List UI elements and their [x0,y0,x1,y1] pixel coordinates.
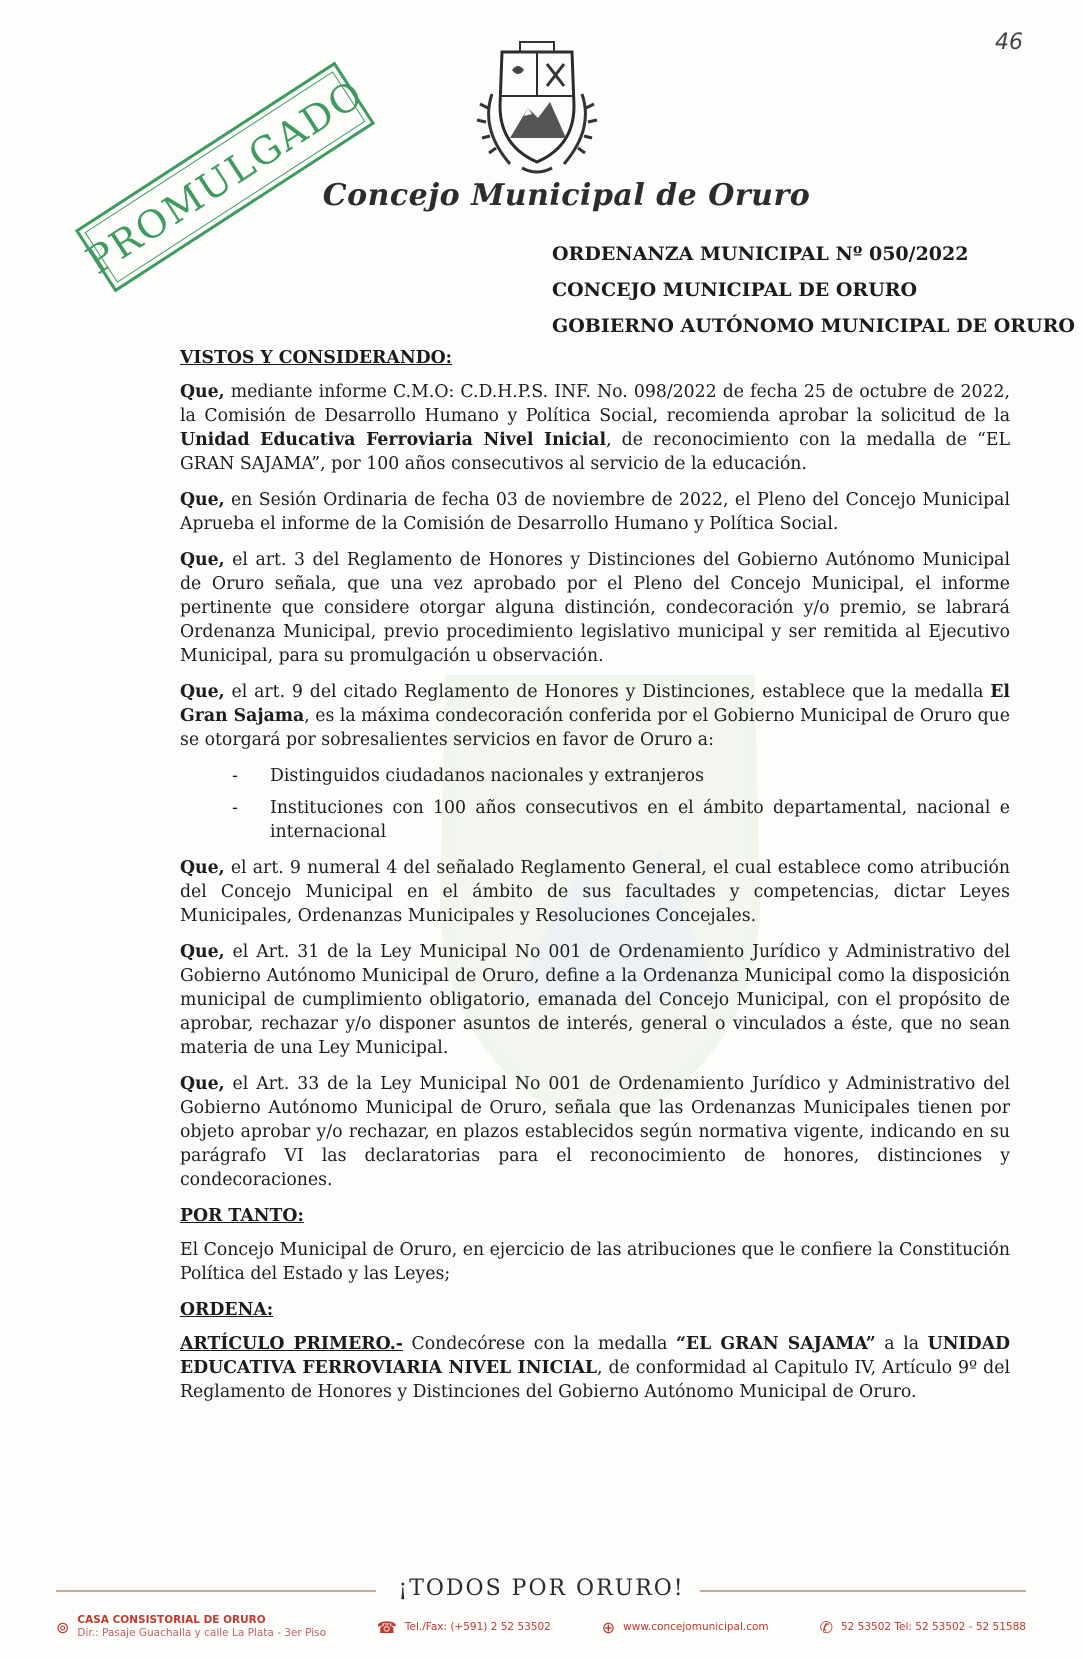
paragraph-2: Que, en Sesión Ordinaria de fecha 03 de noviembre de 2022, el Pleno del Concejo Municipal Aprueba el informe de la Comisión de Desarrollo Humano y Política Social. [180,490,1010,534]
document-body [180,346,1010,1416]
ordinance-number: ORDENANZA MUNICIPAL Nº 050/2022 [552,243,969,265]
address-line: Dir.: Pasaje Guachalla y calle La Plata - 3er Piso [77,1627,327,1639]
footer-telfax: ☎ Tel./Fax: (+591) 2 52 53502 [376,1617,551,1637]
section-por-tanto: POR TANTO: [180,1206,304,1226]
honors-list [180,764,1010,844]
footer-phones: ✆ 52 53502 Tel: 52 53502 - 52 51588 [819,1617,1026,1637]
list-item: - Instituciones con 100 años consecutivos en el ámbito departamental, nacional e internacional [232,796,1010,844]
municipal-crest-logo [462,34,612,184]
list-item: - Distinguidos ciudadanos nacionales y extranjeros [232,764,1010,788]
paragraph-3: Que, el art. 3 del Reglamento de Honores y Distinciones del Gobierno Autónomo Municipal de Oruro señala, que una vez aprobado por el Pleno del Concejo Municipal, el informe pertinente que considere otorgar alguna distinción, condecoración y/o premio, se labrará Ordenanza Municipal, previo procedimiento legislativo municipal y ser remitida al Ejecutivo Municipal, para su promulgación u observación. [180,550,1010,666]
article-first: ARTÍCULO PRIMERO.- Condecórese con la medalla “EL GRAN SAJAMA” a la UNIDAD EDUCATIVA FERROVIARIA NIVEL INICIAL, de conformidad al Capitulo IV, Artículo 9º del Reglamento de Honores y Distinciones del Gobierno Autónomo Municipal de Oruro. [180,1334,1010,1402]
location-pin-icon: ⊚ [56,1617,70,1637]
phone-icon: ✆ [819,1617,833,1637]
government-heading: GOBIERNO AUTÓNOMO MUNICIPAL DE ORURO [552,315,1075,337]
page-number: 46 [995,30,1023,55]
address-title: CASA CONSISTORIAL DE ORURO [77,1614,266,1626]
fax-icon: ☎ [376,1617,397,1637]
ordinance-header [552,236,1075,344]
council-heading: CONCEJO MUNICIPAL DE ORURO [552,279,918,301]
council-name-title: Concejo Municipal de Oruro [322,178,811,213]
globe-icon: ⊕ [601,1617,616,1637]
paragraph-5: Que, el art. 9 numeral 4 del señalado Reglamento General, el cual establece como atribución del Concejo Municipal en el ámbito de sus facultades y competencias, dictar Leyes Municipales, Ordenanzas Municipales y Resoluciones Concejales. [180,858,1010,926]
section-ordena: ORDENA: [180,1300,274,1320]
footer-address [56,1614,326,1640]
footer-contact-bar [56,1610,1026,1644]
paragraph-7: Que, el Art. 33 de la Ley Municipal No 001 de Ordenamiento Jurídico y Administrativo del Gobierno Autónomo Municipal de Oruro, señala que las Ordenanzas Municipales tienen por objeto aprobar y/o rechazar, en plazos establecidos según normativa vigente, indicando en su parágrafo VI las declaratorias para el reconocimiento de honores, distinciones y condecoraciones. [180,1074,1010,1190]
footer-motto: ¡TODOS POR ORURO! [398,1576,685,1601]
promulgado-stamp: PROMULGADO [75,62,375,293]
por-tanto-paragraph: El Concejo Municipal de Oruro, en ejercicio de las atribuciones que le confiere la Constitución Política del Estado y las Leyes; [180,1240,1010,1284]
footer-website[interactable]: ⊕ www.concejomunicipal.com [601,1617,769,1637]
section-vistos: VISTOS Y CONSIDERANDO: [180,348,453,368]
paragraph-1: Que, mediante informe C.M.O: C.D.H.P.S. INF. No. 098/2022 de fecha 25 de octubre de 2022, la Comisión de Desarrollo Humano y Política Social, recomienda aprobar la solicitud de la Unidad Educativa Ferroviaria Nivel Inicial, de reconocimiento con la medalla de “EL GRAN SAJAMA”, por 100 años consecutivos al servicio de la educación. [180,382,1010,474]
paragraph-4: Que, el art. 9 del citado Reglamento de Honores y Distinciones, establece que la medalla El Gran Sajama, es la máxima condecoración conferida por el Gobierno Municipal de Oruro que se otorgará por sobresalientes servicios en favor de Oruro a: [180,682,1010,750]
paragraph-6: Que, el Art. 31 de la Ley Municipal No 001 de Ordenamiento Jurídico y Administrativo del Gobierno Autónomo Municipal de Oruro, define a la Ordenanza Municipal como la disposición municipal de cumplimiento obligatorio, emanada del Concejo Municipal, con el propósito de aprobar, rechazar y/o disponer asuntos de interés, general o vinculados a éste, que no sean materia de una Ley Municipal. [180,942,1010,1058]
